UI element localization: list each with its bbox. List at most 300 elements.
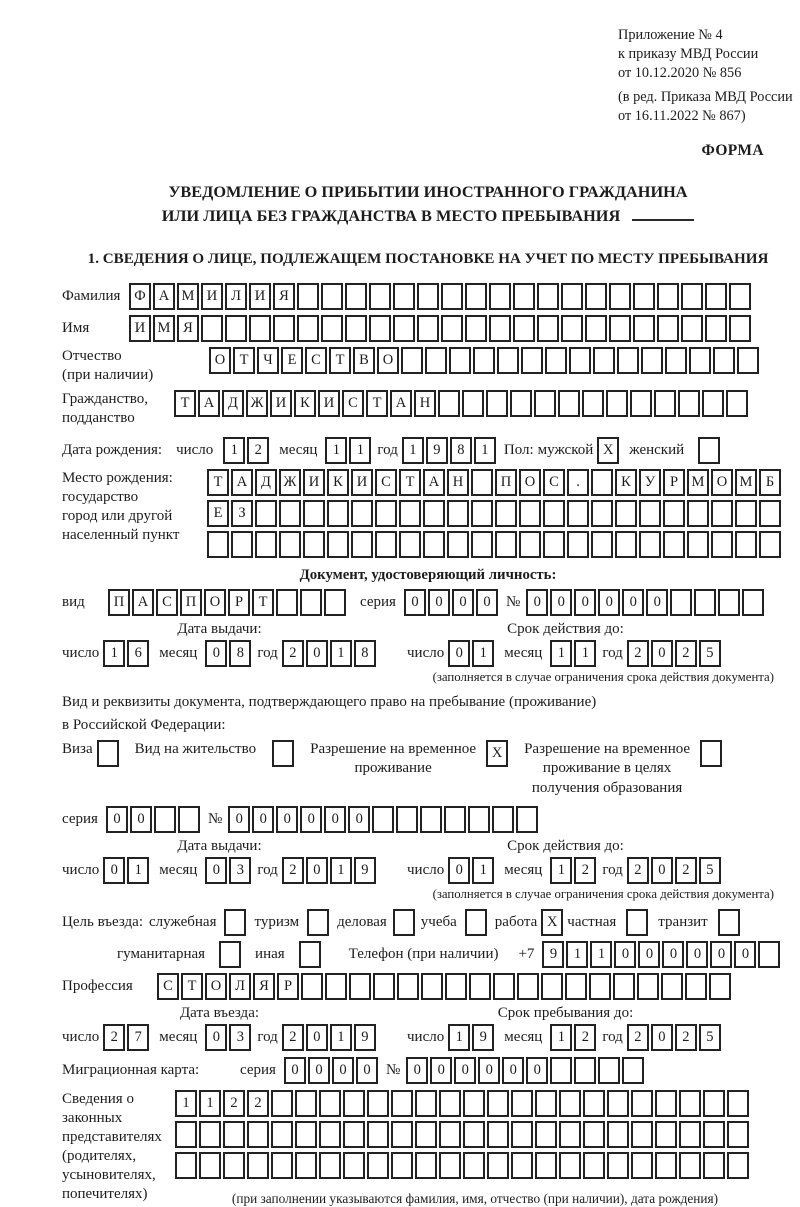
char-cell[interactable]: 0 [306, 1024, 328, 1051]
char-cell[interactable]: 1 [199, 1090, 221, 1117]
char-cell[interactable] [399, 531, 421, 558]
char-cell[interactable] [678, 390, 700, 417]
char-cell[interactable] [705, 315, 727, 342]
char-cell[interactable] [369, 283, 391, 310]
char-cell[interactable]: 1 [175, 1090, 197, 1117]
sex-male-checkbox[interactable] [597, 437, 619, 464]
char-cell[interactable] [759, 531, 781, 558]
char-cell[interactable]: Т [233, 347, 255, 374]
char-cell[interactable] [175, 1121, 197, 1148]
char-cell[interactable]: 7 [127, 1024, 149, 1051]
char-cell[interactable]: Б [759, 469, 781, 496]
char-cell[interactable] [510, 390, 532, 417]
char-cell[interactable] [631, 1152, 653, 1179]
char-cell[interactable]: И [270, 390, 292, 417]
char-cell[interactable] [702, 390, 724, 417]
char-cell[interactable] [279, 531, 301, 558]
char-cell[interactable] [420, 806, 442, 833]
char-cell[interactable] [423, 500, 445, 527]
char-cell[interactable]: 2 [247, 437, 269, 464]
char-cell[interactable]: 0 [598, 589, 620, 616]
char-cell[interactable] [487, 1152, 509, 1179]
char-cell[interactable]: А [132, 589, 154, 616]
char-cell[interactable]: 2 [282, 857, 304, 884]
char-cell[interactable]: 9 [472, 1024, 494, 1051]
char-cell[interactable] [199, 1152, 221, 1179]
char-cell[interactable] [373, 973, 395, 1000]
char-cell[interactable] [492, 806, 514, 833]
char-cell[interactable]: 2 [675, 1024, 697, 1051]
char-cell[interactable] [727, 1152, 749, 1179]
char-cell[interactable] [711, 531, 733, 558]
char-cell[interactable] [495, 500, 517, 527]
char-cell[interactable] [582, 390, 604, 417]
char-cell[interactable] [489, 283, 511, 310]
char-cell[interactable] [439, 1090, 461, 1117]
char-cell[interactable] [391, 1152, 413, 1179]
char-cell[interactable]: Я [253, 973, 275, 1000]
char-cell[interactable]: М [177, 283, 199, 310]
char-cell[interactable]: 0 [710, 941, 732, 968]
char-cell[interactable]: Ж [279, 469, 301, 496]
char-cell[interactable]: Т [399, 469, 421, 496]
char-cell[interactable]: 0 [306, 857, 328, 884]
char-cell[interactable] [703, 1152, 725, 1179]
char-cell[interactable]: Т [207, 469, 229, 496]
char-cell[interactable] [516, 806, 538, 833]
char-cell[interactable] [343, 1152, 365, 1179]
char-cell[interactable] [463, 1121, 485, 1148]
char-cell[interactable] [541, 973, 563, 1000]
permit-number-cells[interactable] [228, 806, 538, 833]
char-cell[interactable] [349, 973, 371, 1000]
char-cell[interactable] [276, 589, 298, 616]
char-cell[interactable] [537, 315, 559, 342]
char-cell[interactable]: К [327, 469, 349, 496]
char-cell[interactable]: 0 [205, 640, 227, 667]
char-cell[interactable]: Р [663, 469, 685, 496]
purpose-tourism-checkbox[interactable] [307, 909, 329, 936]
birth-year-cells[interactable] [402, 437, 496, 464]
char-cell[interactable]: 1 [127, 857, 149, 884]
birth-day-cells[interactable] [223, 437, 269, 464]
profession-cells[interactable] [157, 973, 731, 1000]
entry-month-cells[interactable] [205, 1024, 251, 1051]
char-cell[interactable]: X [597, 437, 619, 464]
char-cell[interactable] [726, 390, 748, 417]
char-cell[interactable] [273, 315, 295, 342]
char-cell[interactable]: 0 [574, 589, 596, 616]
char-cell[interactable] [463, 1152, 485, 1179]
char-cell[interactable]: 0 [734, 941, 756, 968]
char-cell[interactable] [438, 390, 460, 417]
visa-checkbox[interactable] [97, 740, 119, 767]
char-cell[interactable] [633, 315, 655, 342]
char-cell[interactable] [606, 390, 628, 417]
char-cell[interactable]: 0 [638, 941, 660, 968]
char-cell[interactable] [299, 941, 321, 968]
doc-valid-month-cells[interactable] [550, 640, 596, 667]
char-cell[interactable] [303, 500, 325, 527]
char-cell[interactable]: С [305, 347, 327, 374]
char-cell[interactable] [468, 806, 490, 833]
char-cell[interactable]: Л [225, 283, 247, 310]
char-cell[interactable] [367, 1152, 389, 1179]
char-cell[interactable] [295, 1152, 317, 1179]
char-cell[interactable] [661, 973, 683, 1000]
temp-residence-edu-checkbox[interactable] [700, 740, 722, 767]
char-cell[interactable] [729, 315, 751, 342]
char-cell[interactable] [225, 315, 247, 342]
char-cell[interactable] [543, 500, 565, 527]
char-cell[interactable]: Е [281, 347, 303, 374]
char-cell[interactable] [393, 909, 415, 936]
char-cell[interactable] [97, 740, 119, 767]
char-cell[interactable]: 1 [550, 1024, 572, 1051]
doc-kind-cells[interactable] [108, 589, 346, 616]
char-cell[interactable] [224, 909, 246, 936]
char-cell[interactable] [559, 1121, 581, 1148]
char-cell[interactable] [583, 1152, 605, 1179]
purpose-study-checkbox[interactable] [465, 909, 487, 936]
char-cell[interactable] [550, 1057, 572, 1084]
char-cell[interactable]: 8 [229, 640, 251, 667]
entry-year-cells[interactable] [282, 1024, 376, 1051]
char-cell[interactable]: 0 [452, 589, 474, 616]
birthplace-cells-line1[interactable] [207, 469, 781, 496]
legal-reps-cells-line3[interactable] [175, 1152, 775, 1179]
char-cell[interactable] [626, 909, 648, 936]
char-cell[interactable]: 9 [426, 437, 448, 464]
char-cell[interactable] [300, 589, 322, 616]
char-cell[interactable]: 3 [229, 857, 251, 884]
doc-issue-month-cells[interactable] [205, 640, 251, 667]
doc-valid-year-cells[interactable] [627, 640, 721, 667]
char-cell[interactable] [700, 740, 722, 767]
char-cell[interactable] [271, 1090, 293, 1117]
char-cell[interactable]: Н [447, 469, 469, 496]
char-cell[interactable] [718, 589, 740, 616]
char-cell[interactable]: 5 [699, 1024, 721, 1051]
char-cell[interactable]: 1 [330, 640, 352, 667]
char-cell[interactable]: С [342, 390, 364, 417]
char-cell[interactable]: 9 [354, 1024, 376, 1051]
purpose-transit-checkbox[interactable] [718, 909, 740, 936]
char-cell[interactable]: 5 [699, 857, 721, 884]
phone-cells[interactable] [542, 941, 780, 968]
char-cell[interactable] [534, 390, 556, 417]
char-cell[interactable] [727, 1090, 749, 1117]
char-cell[interactable] [585, 315, 607, 342]
char-cell[interactable] [319, 1121, 341, 1148]
char-cell[interactable] [272, 740, 294, 767]
permit-valid-day-cells[interactable] [448, 857, 494, 884]
char-cell[interactable] [175, 1152, 197, 1179]
char-cell[interactable] [681, 315, 703, 342]
permit-valid-year-cells[interactable] [627, 857, 721, 884]
char-cell[interactable] [663, 531, 685, 558]
char-cell[interactable]: 1 [330, 1024, 352, 1051]
char-cell[interactable]: И [129, 315, 151, 342]
doc-valid-day-cells[interactable] [448, 640, 494, 667]
char-cell[interactable] [607, 1152, 629, 1179]
legal-reps-cells-line1[interactable] [175, 1090, 775, 1117]
char-cell[interactable]: 1 [474, 437, 496, 464]
legal-reps-cells-line2[interactable] [175, 1121, 775, 1148]
char-cell[interactable]: 0 [406, 1057, 428, 1084]
residence-permit-checkbox[interactable] [272, 740, 294, 767]
char-cell[interactable] [391, 1121, 413, 1148]
char-cell[interactable] [367, 1090, 389, 1117]
char-cell[interactable]: 1 [550, 640, 572, 667]
birth-month-cells[interactable] [325, 437, 371, 464]
char-cell[interactable]: 9 [542, 941, 564, 968]
char-cell[interactable] [367, 1121, 389, 1148]
doc-issue-year-cells[interactable] [282, 640, 376, 667]
purpose-private-checkbox[interactable] [626, 909, 648, 936]
char-cell[interactable] [345, 315, 367, 342]
char-cell[interactable]: Я [177, 315, 199, 342]
char-cell[interactable] [545, 347, 567, 374]
char-cell[interactable] [271, 1152, 293, 1179]
char-cell[interactable] [729, 283, 751, 310]
char-cell[interactable] [321, 283, 343, 310]
char-cell[interactable] [247, 1152, 269, 1179]
char-cell[interactable]: 0 [686, 941, 708, 968]
char-cell[interactable] [487, 1090, 509, 1117]
char-cell[interactable] [465, 315, 487, 342]
char-cell[interactable]: И [249, 283, 271, 310]
char-cell[interactable]: X [541, 909, 563, 936]
char-cell[interactable] [295, 1121, 317, 1148]
char-cell[interactable] [735, 500, 757, 527]
char-cell[interactable]: 2 [627, 640, 649, 667]
char-cell[interactable] [471, 531, 493, 558]
char-cell[interactable]: 1 [330, 857, 352, 884]
char-cell[interactable]: А [390, 390, 412, 417]
char-cell[interactable]: 0 [651, 640, 673, 667]
char-cell[interactable] [279, 500, 301, 527]
char-cell[interactable]: Д [222, 390, 244, 417]
char-cell[interactable]: Ф [129, 283, 151, 310]
char-cell[interactable] [462, 390, 484, 417]
char-cell[interactable] [613, 973, 635, 1000]
purpose-other-checkbox[interactable] [299, 941, 321, 968]
char-cell[interactable] [631, 1121, 653, 1148]
char-cell[interactable]: 0 [448, 640, 470, 667]
char-cell[interactable] [630, 390, 652, 417]
char-cell[interactable] [569, 347, 591, 374]
char-cell[interactable] [703, 1090, 725, 1117]
char-cell[interactable] [519, 500, 541, 527]
char-cell[interactable] [201, 315, 223, 342]
temp-residence-checkbox[interactable] [486, 740, 508, 767]
char-cell[interactable] [486, 390, 508, 417]
char-cell[interactable]: 0 [205, 1024, 227, 1051]
char-cell[interactable] [469, 973, 491, 1000]
char-cell[interactable] [231, 531, 253, 558]
char-cell[interactable] [655, 1121, 677, 1148]
char-cell[interactable] [585, 283, 607, 310]
char-cell[interactable] [423, 531, 445, 558]
char-cell[interactable]: 0 [404, 589, 426, 616]
char-cell[interactable]: Н [414, 390, 436, 417]
char-cell[interactable] [583, 1090, 605, 1117]
char-cell[interactable] [465, 909, 487, 936]
char-cell[interactable] [249, 315, 271, 342]
char-cell[interactable] [589, 973, 611, 1000]
char-cell[interactable]: И [351, 469, 373, 496]
char-cell[interactable] [324, 589, 346, 616]
char-cell[interactable] [622, 1057, 644, 1084]
char-cell[interactable]: . [567, 469, 589, 496]
char-cell[interactable]: З [231, 500, 253, 527]
char-cell[interactable] [325, 973, 347, 1000]
char-cell[interactable]: И [303, 469, 325, 496]
char-cell[interactable] [255, 531, 277, 558]
char-cell[interactable] [444, 806, 466, 833]
char-cell[interactable] [718, 909, 740, 936]
char-cell[interactable] [421, 973, 443, 1000]
char-cell[interactable]: 0 [651, 857, 673, 884]
char-cell[interactable] [415, 1121, 437, 1148]
sex-female-checkbox[interactable] [698, 437, 720, 464]
char-cell[interactable] [535, 1121, 557, 1148]
char-cell[interactable] [199, 1121, 221, 1148]
char-cell[interactable]: К [615, 469, 637, 496]
char-cell[interactable]: 0 [550, 589, 572, 616]
char-cell[interactable] [687, 531, 709, 558]
char-cell[interactable] [713, 347, 735, 374]
char-cell[interactable] [663, 500, 685, 527]
entry-day-cells[interactable] [103, 1024, 149, 1051]
char-cell[interactable] [758, 941, 780, 968]
char-cell[interactable] [543, 531, 565, 558]
char-cell[interactable] [519, 531, 541, 558]
char-cell[interactable]: И [201, 283, 223, 310]
char-cell[interactable] [511, 1090, 533, 1117]
char-cell[interactable] [633, 283, 655, 310]
doc-series-cells[interactable] [404, 589, 498, 616]
char-cell[interactable] [709, 973, 731, 1000]
char-cell[interactable]: 8 [450, 437, 472, 464]
char-cell[interactable] [399, 500, 421, 527]
char-cell[interactable] [679, 1152, 701, 1179]
char-cell[interactable] [425, 347, 447, 374]
char-cell[interactable] [351, 500, 373, 527]
char-cell[interactable]: О [711, 469, 733, 496]
char-cell[interactable] [489, 315, 511, 342]
char-cell[interactable]: 0 [448, 857, 470, 884]
char-cell[interactable]: Т [366, 390, 388, 417]
char-cell[interactable]: 1 [223, 437, 245, 464]
purpose-work-checkbox[interactable] [541, 909, 563, 936]
permit-issue-month-cells[interactable] [205, 857, 251, 884]
char-cell[interactable]: 0 [306, 640, 328, 667]
char-cell[interactable] [559, 1152, 581, 1179]
char-cell[interactable] [223, 1152, 245, 1179]
char-cell[interactable] [670, 589, 692, 616]
char-cell[interactable] [393, 315, 415, 342]
migration-number-cells[interactable] [406, 1057, 644, 1084]
char-cell[interactable]: 1 [103, 640, 125, 667]
char-cell[interactable]: 1 [566, 941, 588, 968]
char-cell[interactable] [511, 1152, 533, 1179]
char-cell[interactable] [679, 1090, 701, 1117]
char-cell[interactable] [583, 1121, 605, 1148]
purpose-official-checkbox[interactable] [224, 909, 246, 936]
permit-issue-day-cells[interactable] [103, 857, 149, 884]
char-cell[interactable]: 0 [476, 589, 498, 616]
char-cell[interactable] [327, 531, 349, 558]
char-cell[interactable] [617, 347, 639, 374]
char-cell[interactable] [396, 806, 418, 833]
char-cell[interactable]: С [157, 973, 179, 1000]
char-cell[interactable]: 2 [675, 857, 697, 884]
char-cell[interactable] [463, 1090, 485, 1117]
char-cell[interactable] [687, 500, 709, 527]
char-cell[interactable]: 0 [428, 589, 450, 616]
char-cell[interactable] [375, 531, 397, 558]
char-cell[interactable]: П [495, 469, 517, 496]
doc-number-cells[interactable] [526, 589, 764, 616]
surname-cells[interactable] [129, 283, 751, 310]
citizenship-cells[interactable] [174, 390, 748, 417]
char-cell[interactable] [493, 973, 515, 1000]
char-cell[interactable]: А [153, 283, 175, 310]
char-cell[interactable]: 2 [627, 1024, 649, 1051]
char-cell[interactable]: О [377, 347, 399, 374]
char-cell[interactable] [447, 500, 469, 527]
char-cell[interactable]: В [353, 347, 375, 374]
char-cell[interactable]: А [198, 390, 220, 417]
char-cell[interactable]: Т [181, 973, 203, 1000]
given-name-cells[interactable] [129, 315, 751, 342]
char-cell[interactable] [641, 347, 663, 374]
char-cell[interactable]: 0 [103, 857, 125, 884]
char-cell[interactable] [497, 347, 519, 374]
char-cell[interactable] [703, 1121, 725, 1148]
char-cell[interactable] [517, 973, 539, 1000]
char-cell[interactable] [207, 531, 229, 558]
char-cell[interactable] [607, 1121, 629, 1148]
char-cell[interactable]: Ж [246, 390, 268, 417]
char-cell[interactable]: М [735, 469, 757, 496]
char-cell[interactable] [685, 973, 707, 1000]
char-cell[interactable] [417, 315, 439, 342]
char-cell[interactable]: А [423, 469, 445, 496]
permit-valid-month-cells[interactable] [550, 857, 596, 884]
char-cell[interactable] [727, 1121, 749, 1148]
char-cell[interactable]: О [519, 469, 541, 496]
char-cell[interactable] [495, 531, 517, 558]
char-cell[interactable] [415, 1090, 437, 1117]
char-cell[interactable] [471, 469, 493, 496]
char-cell[interactable] [607, 1090, 629, 1117]
char-cell[interactable] [345, 283, 367, 310]
char-cell[interactable] [415, 1152, 437, 1179]
char-cell[interactable]: 0 [526, 1057, 548, 1084]
char-cell[interactable]: 1 [472, 640, 494, 667]
char-cell[interactable] [742, 589, 764, 616]
char-cell[interactable] [327, 500, 349, 527]
char-cell[interactable]: 2 [675, 640, 697, 667]
char-cell[interactable]: 2 [282, 640, 304, 667]
char-cell[interactable] [351, 531, 373, 558]
char-cell[interactable] [657, 315, 679, 342]
char-cell[interactable]: А [231, 469, 253, 496]
char-cell[interactable] [737, 347, 759, 374]
